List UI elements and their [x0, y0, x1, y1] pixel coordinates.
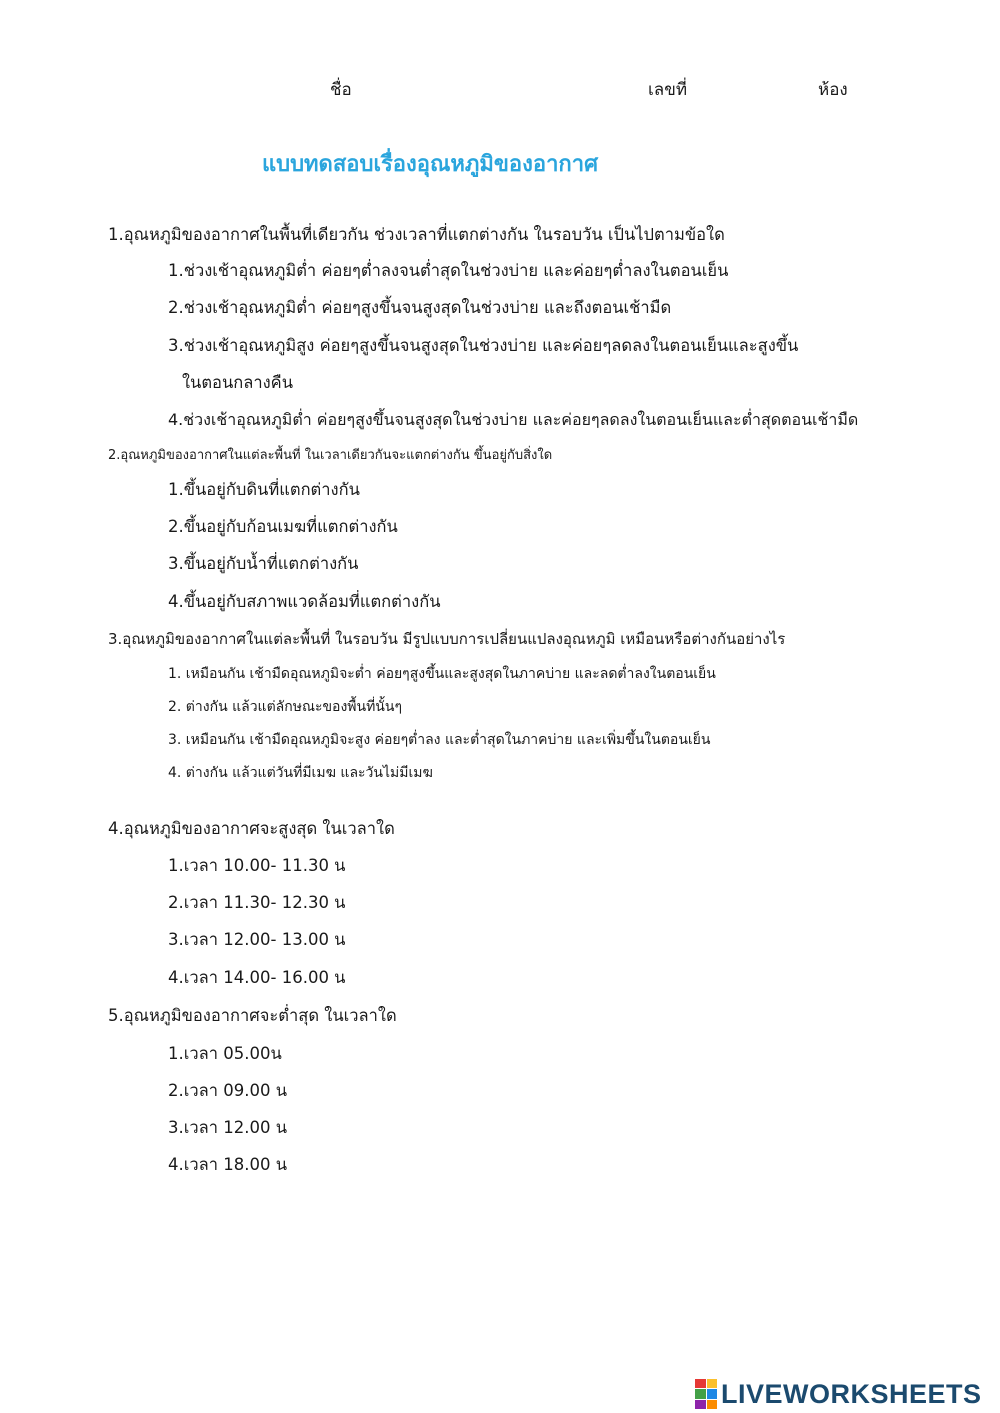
header-room-label: ห้อง [818, 80, 848, 100]
option: 1.เวลา 05.00น [168, 1044, 282, 1063]
question-text: 1.อุณหภูมิของอากาศในพื้นที่เดียวกัน ช่วงเวลาที่แตกต่างกัน ในรอบวัน เป็นไปตามข้อใด [108, 225, 725, 244]
option: 1.ขึ้นอยู่กับดินที่แตกต่างกัน [168, 480, 360, 499]
option: 2.ช่วงเช้าอุณหภูมิต่ำ ค่อยๆสูงขึ้นจนสูงสุดในช่วงบ่าย และถึงตอนเช้ามืด [168, 298, 672, 317]
option: 1. เหมือนกัน เช้ามืดอุณหภูมิจะต่ำ ค่อยๆสูงขึ้นและสูงสุดในภาคบ่าย และลดต่ำลงในตอนเย็น [168, 666, 716, 682]
header-number-label: เลขที่ [648, 80, 688, 100]
question-text: 2.อุณหภูมิของอากาศในแต่ละพื้นที่ ในเวลาเดียวกันจะแตกต่างกัน ขึ้นอยู่กับสิ่งใด [108, 448, 553, 463]
option: 4.เวลา 18.00 น [168, 1155, 288, 1174]
question-text: 3.อุณหภูมิของอากาศในแต่ละพื้นที่ ในรอบวัน มีรูปแบบการเปลี่ยนแปลงอุณหภูมิ เหมือนหรือต่างกันอย่างไร [108, 630, 786, 648]
option: 4. ต่างกัน แล้วแต่วันที่มีเมฆ และวันไม่มีเมฆ [168, 765, 433, 781]
liveworksheets-logo [695, 1376, 982, 1412]
option: 1.เวลา 10.00- 11.30 น [168, 856, 346, 875]
logo-text: LIVEWORKSHEETS [721, 1378, 982, 1409]
header-name-label: ชื่อ [330, 80, 352, 100]
page-title: แบบทดสอบเรื่องอุณหภูมิของอากาศ [261, 152, 599, 177]
question-text: 5.อุณหภูมิของอากาศจะต่ำสุด ในเวลาใด [108, 1006, 397, 1025]
logo-mark-icon [695, 1379, 717, 1409]
option: 2.เวลา 09.00 น [168, 1081, 288, 1100]
option: 4.ช่วงเช้าอุณหภูมิต่ำ ค่อยๆสูงขึ้นจนสูงสุดในช่วงบ่าย และค่อยๆลดลงในตอนเย็นและต่ำสุดตอนเช้ามืด [168, 410, 859, 429]
option: 2.ขึ้นอยู่กับก้อนเมฆที่แตกต่างกัน [168, 517, 398, 536]
question-text: 4.อุณหภูมิของอากาศจะสูงสุด ในเวลาใด [108, 819, 395, 838]
option: 2.เวลา 11.30- 12.30 น [168, 893, 346, 912]
option: 3.เวลา 12.00 น [168, 1118, 288, 1137]
option: 3.เวลา 12.00- 13.00 น [168, 930, 346, 949]
option: 1.ช่วงเช้าอุณหภูมิต่ำ ค่อยๆต่ำลงจนต่ำสุดในช่วงบ่าย และค่อยๆต่ำลงในตอนเย็น [168, 261, 729, 280]
option: 4.เวลา 14.00- 16.00 น [168, 968, 346, 987]
option-continuation: ในตอนกลางคืน [182, 373, 293, 392]
option: 3.ช่วงเช้าอุณหภูมิสูง ค่อยๆสูงขึ้นจนสูงสุดในช่วงบ่าย และค่อยๆลดลงในตอนเย็นและสูงขึ้น [168, 336, 799, 355]
option: 4.ขึ้นอยู่กับสภาพแวดล้อมที่แตกต่างกัน [168, 592, 441, 611]
option: 2. ต่างกัน แล้วแต่ลักษณะของพื้นที่นั้นๆ [168, 699, 402, 715]
option: 3. เหมือนกัน เช้ามืดอุณหภูมิจะสูง ค่อยๆต่ำลง และต่ำสุดในภาคบ่าย และเพิ่มขึ้นในตอนเย็น [168, 732, 711, 748]
option: 3.ขึ้นอยู่กับน้ำที่แตกต่างกัน [168, 554, 359, 573]
